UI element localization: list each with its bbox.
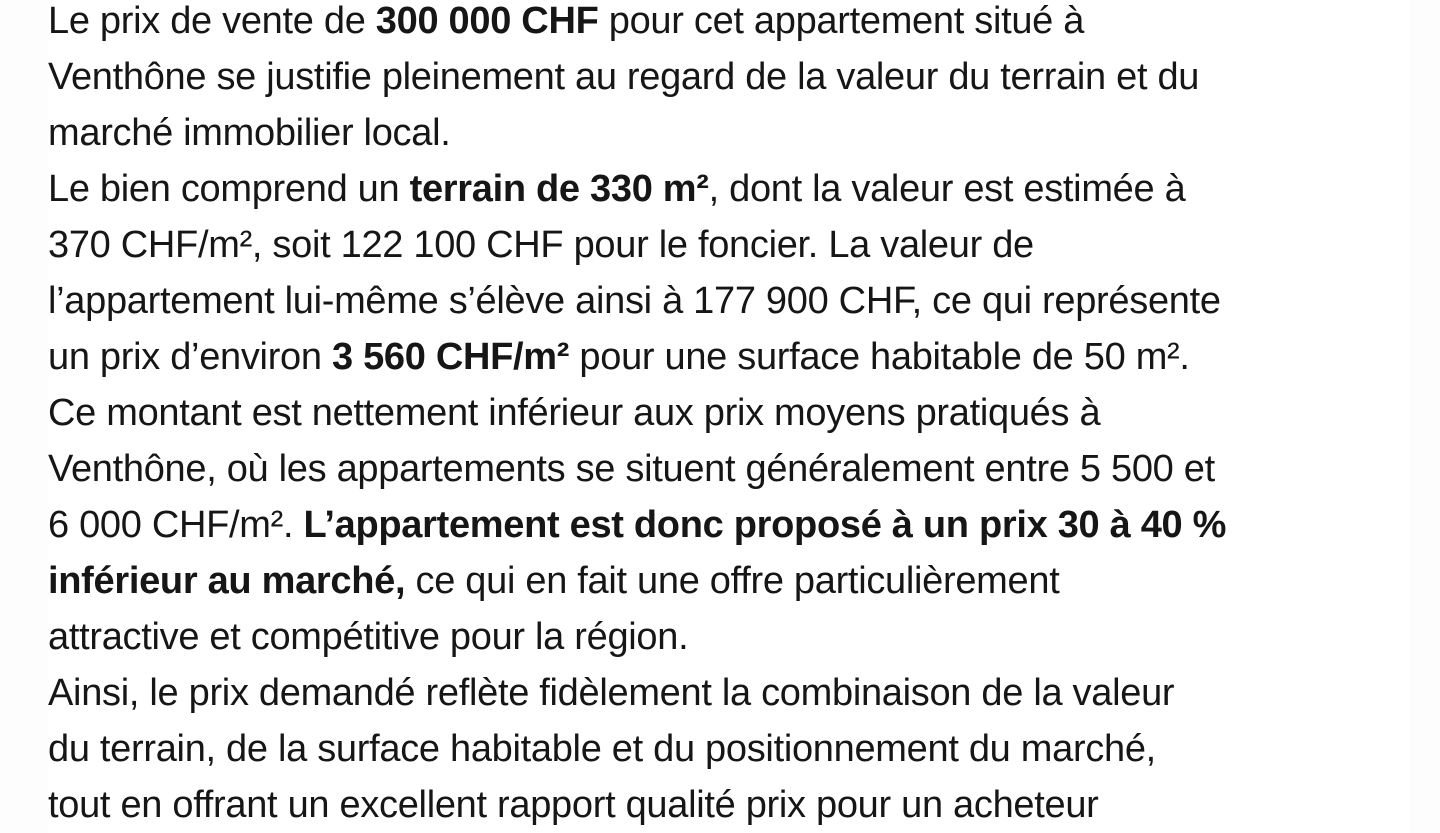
text-segment: Le bien comprend un [48,168,410,210]
text-segment: 6 000 CHF/m². [48,504,304,546]
bold-text-segment: terrain de 330 m² [409,168,709,210]
text-segment: l’appartement lui-même s’élève ainsi à 177 900 CHF, ce qui représente [48,280,1221,322]
text-segment: pour cet appartement situé à [598,0,1085,42]
text-line [48,777,1410,833]
text-line [48,441,1410,497]
text-line [48,273,1410,329]
text-line [48,553,1410,609]
text-segment: Venthône, où les appartements se situent généralement entre 5 500 et [48,448,1215,490]
text-segment: ce qui en fait une offre particulièrement [405,560,1060,602]
text-segment: un prix d’environ [48,336,332,378]
bold-text-segment: L’appartement est donc proposé à un prix 30 à 40 % [303,504,1227,546]
text-line [48,385,1410,441]
text-segment: Le prix de vente de [48,0,376,42]
text-line [48,105,1410,161]
text-segment: tout en offrant un excellent rapport qualité prix pour un acheteur [48,784,1099,826]
text-segment: marché immobilier local. [48,112,451,154]
text-segment: pour une surface habitable de 50 m². [569,336,1190,378]
text-segment: attractive et compétitive pour la région. [48,616,689,658]
text-segment: Ce montant est nettement inférieur aux prix moyens pratiqués à [48,392,1101,434]
text-segment: , dont la valeur est estimée à [708,168,1186,210]
text-segment: du terrain, de la surface habitable et du positionnement du marché, [48,728,1156,770]
bold-text-segment: 3 560 CHF/m² [331,336,570,378]
text-segment: Ainsi, le prix demandé reflète fidèlement la combinaison de la valeur [48,672,1175,714]
text-segment: Venthône se justifie pleinement au regard de la valeur du terrain et du [48,56,1200,98]
text-line [48,329,1410,385]
text-line [48,665,1410,721]
text-line [48,497,1410,553]
text-segment: 370 CHF/m², soit 122 100 CHF pour le foncier. La valeur de [48,224,1034,266]
bold-text-segment: inférieur au marché, [48,560,406,602]
text-line [48,609,1410,665]
text-line [48,217,1410,273]
text-line [48,161,1410,217]
text-line [48,49,1410,105]
text-line [48,0,1410,49]
bold-text-segment: 300 000 CHF [375,0,599,42]
text-line [48,721,1410,777]
